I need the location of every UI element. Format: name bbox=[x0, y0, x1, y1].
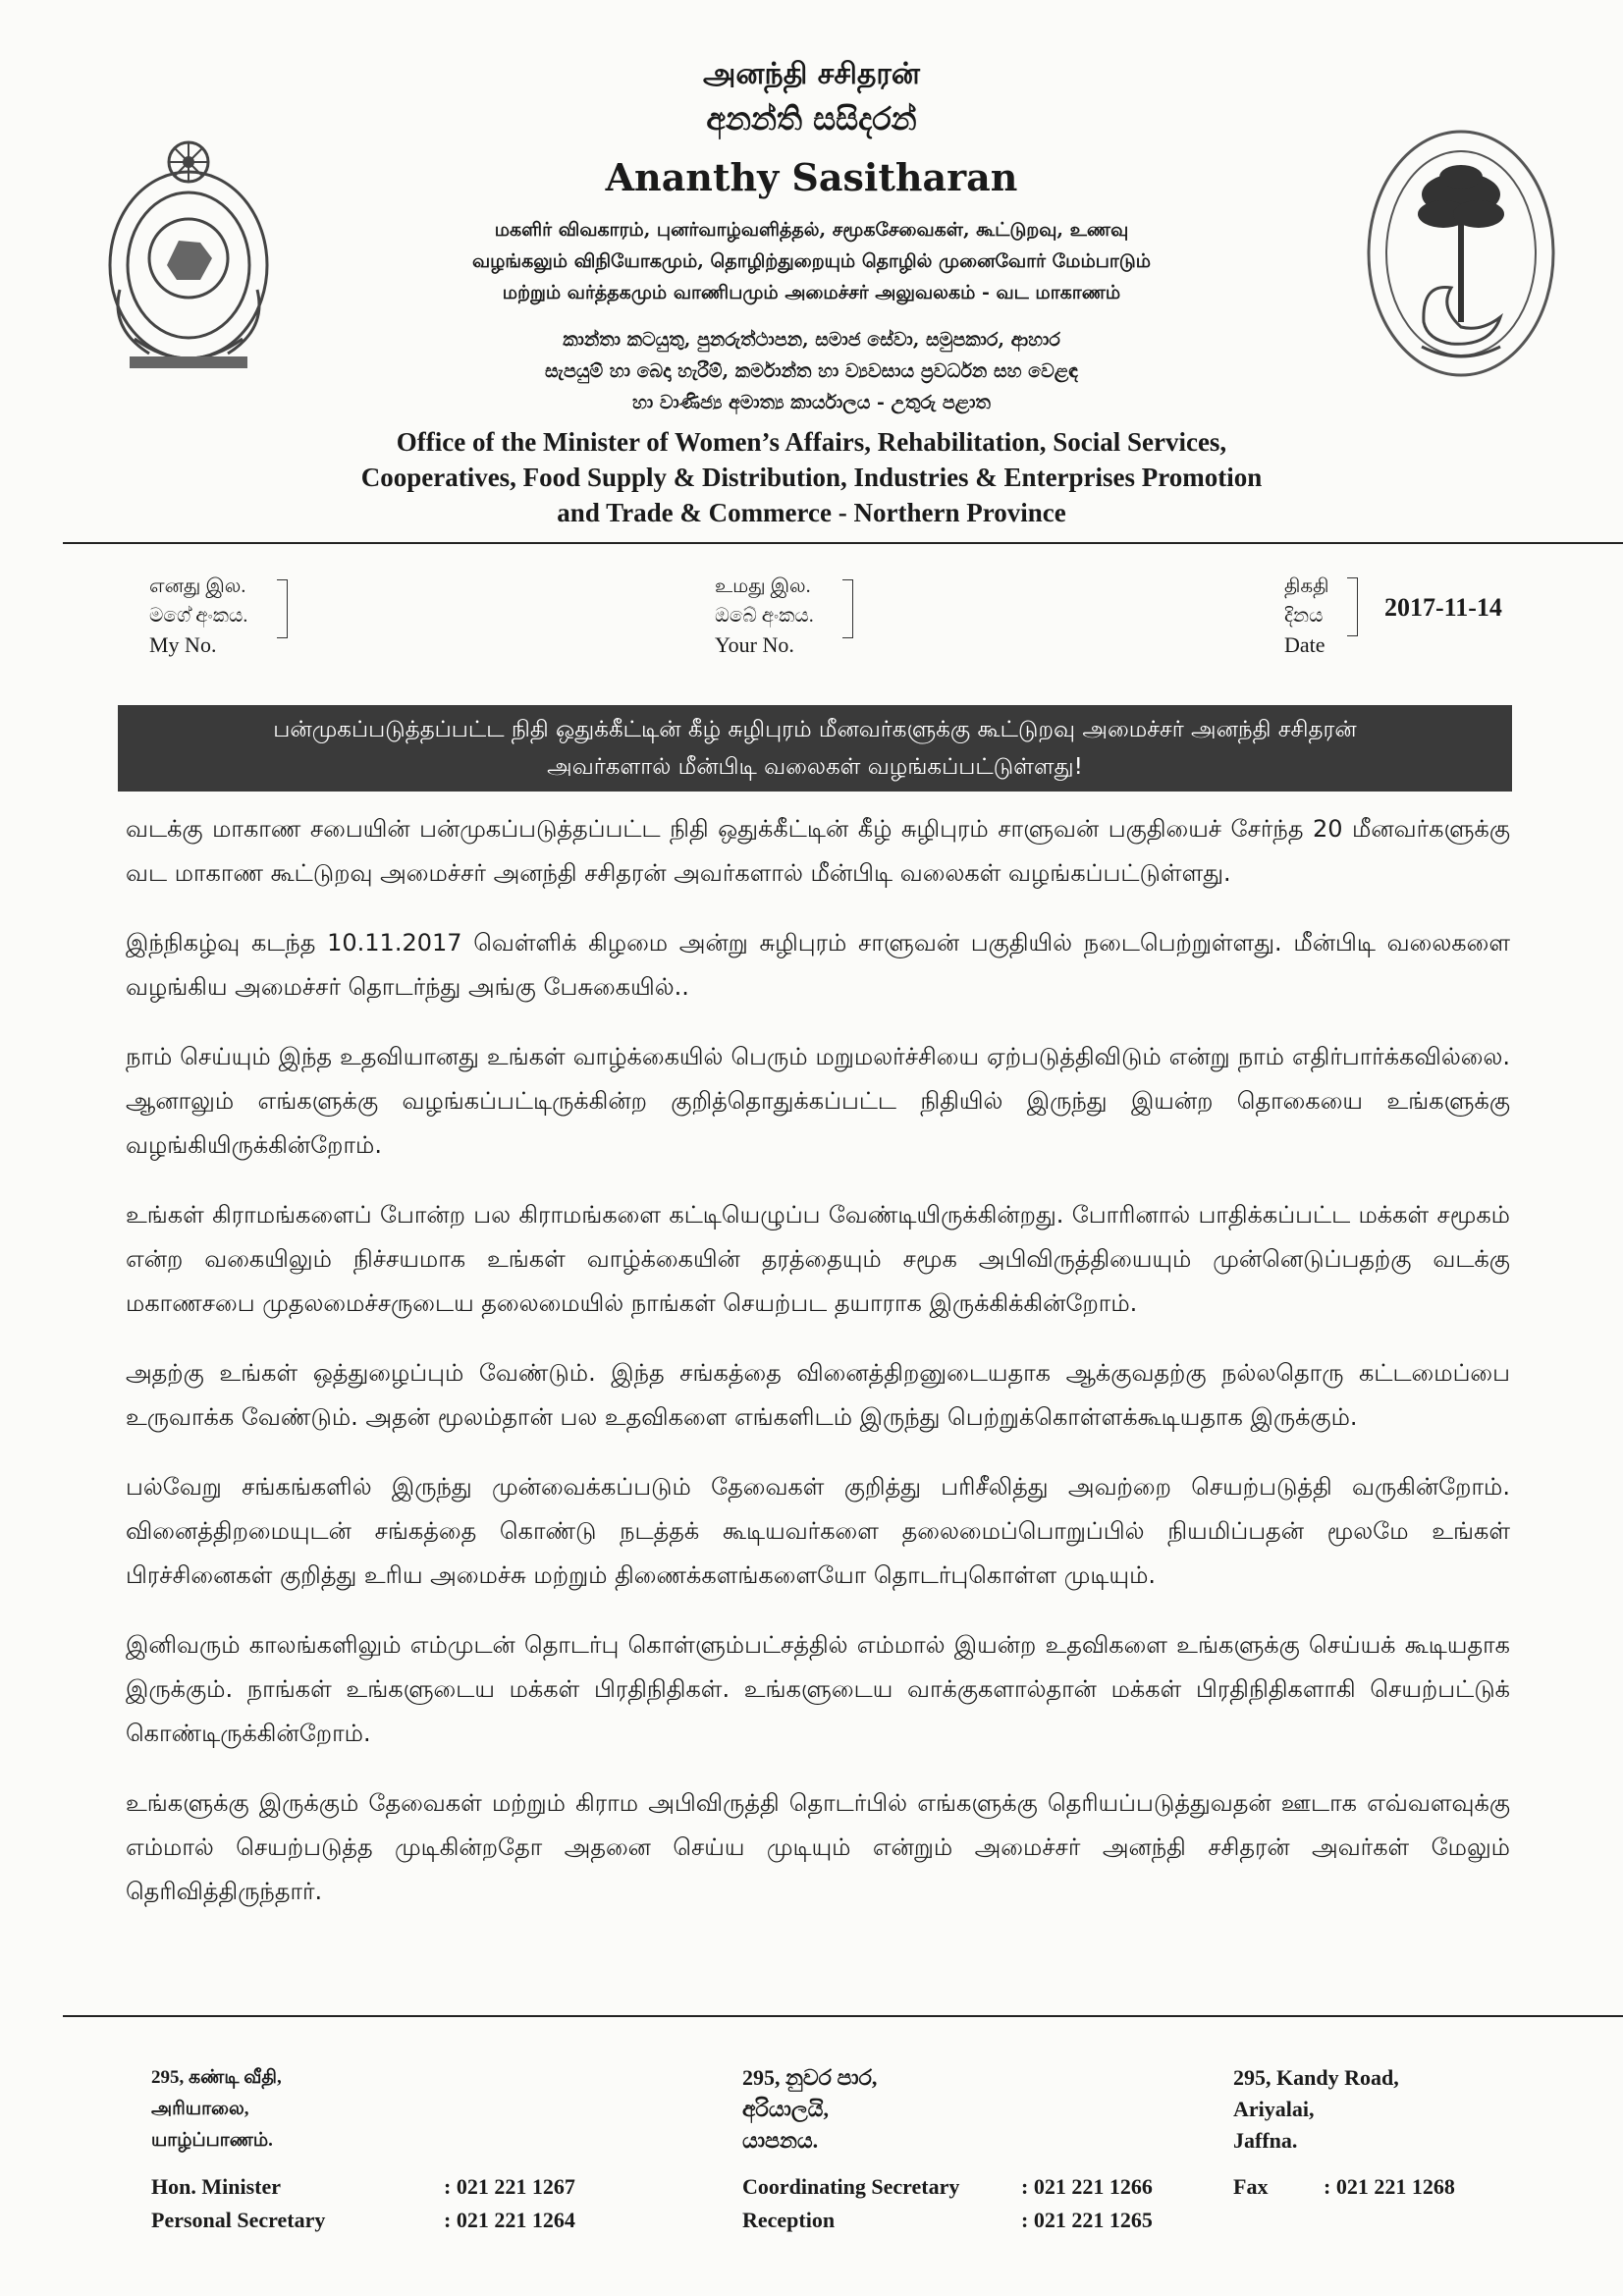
headline-line-2: அவர்களால் மீன்பிடி வலைகள் வழங்கப்பட்டுள்ளது! bbox=[547, 754, 1083, 780]
paragraph: இந்நிகழ்வு கடந்த 10.11.2017 வெள்ளிக் கிழமை அன்று சுழிபுரம் சாளுவன் பகுதியில் நடைபெற்றுள்ளது. மீன்பிடி வலைகளை வழங்கிய அமைச்சர் தொடர்ந்து அங்கு பேசுகையில்.. bbox=[126, 929, 1510, 1001]
paragraph: உங்களுக்கு இருக்கும் தேவைகள் மற்றும் கிராம அபிவிருத்தி தொடர்பில் எங்களுக்கு தெரியப்படுத்துவதன் ஊடாக எவ்வளவுக்கு எம்மால் செயற்படுத்த முடிகின்றதோ அதனை செய்ய முடியும் என்றும் அமைச்சர் அனந்தி சசிதரன் அவர்கள் மேலும் தெரிவித்திருந்தார். bbox=[126, 1789, 1511, 1905]
paragraph: உங்கள் கிராமங்களைப் போன்ற பல கிராமங்களை கட்டியெழுப்ப வேண்டியிருக்கின்றது. போரினால் பாதிக்கப்பட்ட மக்கள் சமூகம் என்ற வகையிலும் நிச்சயமாக உங்கள் வாழ்க்கையின் தரத்தையும் சமூக அபிவிருத்தியையும் முன்னெடுப்பதற்கு வடக்கு மகாணசபை முதலமைச்சருடைய தலைமையில் நாங்கள் செயற்பட தயாராக இருக்கிக்கின்றோம். bbox=[126, 1201, 1510, 1317]
office-title-tamil: மகளிர் விவகாரம், புனர்வாழ்வளித்தல், சமூகசேவைகள், கூட்டுறவு, உணவு வழங்கலும் விநியோகமும், தொழிற்துறையும் தொழில் முனைவோர் மேம்பாடும் மற்றும் வர்த்தகமும் வாணிபமும் அமைச்சர் அலுவலகம் - வட மாகாணம் bbox=[471, 219, 1152, 303]
fax-phone: : 021 221 1268 bbox=[1324, 2174, 1455, 2199]
personal-secretary-label: Personal Secretary bbox=[151, 2208, 326, 2232]
your-no-bracket bbox=[842, 579, 853, 638]
fax-label: Fax bbox=[1233, 2174, 1269, 2199]
article-body bbox=[126, 807, 1510, 1940]
my-no-bracket bbox=[277, 579, 288, 638]
personal-secretary-phone: : 021 221 1264 bbox=[444, 2208, 575, 2232]
footer-address-sinhala: 295, නුවර පාර, අරියාලයි, යාපනය. bbox=[742, 2065, 878, 2153]
your-no-label: உமது இல. ඔබේ අංකය. Your No. bbox=[715, 575, 814, 657]
date-bracket bbox=[1347, 577, 1358, 636]
paragraph: இனிவரும் காலங்களிலும் எம்முடன் தொடர்பு கொள்ளும்பட்சத்தில் எம்மால் இயன்ற உதவிகளை உங்களுக்கு செய்யக் கூடியதாக இருக்கும். நாங்கள் உங்களுடைய மக்கள் பிரதிநிதிகள். உங்களுடைய வாக்குகளால்தான் மக்கள் பிரதிநிதிகளாகி செயற்பட்டுக் கொண்டிருக்கின்றோம். bbox=[126, 1631, 1510, 1747]
header-divider bbox=[63, 542, 1623, 544]
date-label: திகதி දිනය Date bbox=[1284, 575, 1329, 657]
coordinating-secretary-label: Coordinating Secretary bbox=[742, 2174, 960, 2199]
paragraph: வடக்கு மாகாண சபையின் பன்முகப்படுத்தப்பட்ட நிதி ஒதுக்கீட்டின் கீழ் சுழிபுரம் சாளுவன் பகுதியைச் சேர்ந்த 20 மீனவர்களுக்கு வட மாகாண கூட்டுறவு அமைச்சர் அனந்தி சசிதரன் அவர்களால் மீன்பிடி வலைகள் வழங்கப்பட்டுள்ளது. bbox=[126, 815, 1510, 887]
footer-divider bbox=[63, 2015, 1623, 2017]
office-title-english: Office of the Minister of Women’s Affairs, Rehabilitation, Social Services, Cooperatives, Food Supply & Distribution, Industries & Enterprises Promotion and Trade & Commerce - Northern Province bbox=[360, 427, 1263, 527]
hon-minister-label: Hon. Minister bbox=[151, 2174, 281, 2199]
coordinating-secretary-phone: : 021 221 1266 bbox=[1021, 2174, 1153, 2199]
paragraph: அதற்கு உங்கள் ஒத்துழைப்பும் வேண்டும். இந்த சங்கத்தை வினைத்திறனுடையதாக ஆக்குவதற்கு நல்லதொரு கட்டமைப்பை உருவாக்க வேண்டும். அதன் மூலம்தான் பல உதவிகளை எங்களிடம் இருந்து பெற்றுக்கொள்ளக்கூடியதாக இருக்கும். bbox=[126, 1359, 1510, 1431]
paragraph: நாம் செய்யும் இந்த உதவியானது உங்கள் வாழ்க்கையில் பெரும் மறுமலர்ச்சியை ஏற்படுத்திவிடும் என்று நாம் எதிர்பார்க்கவில்லை. ஆனாலும் எங்களுக்கு வழங்கப்பட்டிருக்கின்ற குறித்தொதுக்கப்பட்ட நிதியில் இருந்து இயன்ற தொகையை உங்களுக்கு வழங்கியிருக்கின்றோம். bbox=[126, 1043, 1510, 1159]
office-title-sinhala: කාන්තා කටයුතු, පුනරුත්ථාපන, සමාජ සේවා, සමුපකාර, ආහාර සැපයුම් හා බෙදා හැරීම්, කර්මාන්ත හා ව්‍යවසාය ප්‍රවර්ධන සහ වෙළඳ හා වාණිජ්‍ය අමාත්‍ය කාර්යාලය - උතුරු පළාත bbox=[545, 329, 1078, 413]
minister-name-sinhala: අනන්ති සසිදරන් bbox=[706, 100, 917, 137]
headline-line-1: பன்முகப்படுத்தப்பட்ட நிதி ஒதுக்கீட்டின் கீழ் சுழிபுரம் மீனவர்களுக்கு கூட்டுறவு அமைச்சர் அனந்தி சசிதரன் bbox=[273, 717, 1357, 742]
letter-date: 2017-11-14 bbox=[1384, 593, 1502, 622]
hon-minister-phone: : 021 221 1267 bbox=[444, 2174, 575, 2199]
footer-address-tamil: 295, கண்டி வீதி, அரியாலை, யாழ்ப்பாணம். bbox=[151, 2067, 282, 2151]
paragraph: பல்வேறு சங்கங்களில் இருந்து முன்வைக்கப்படும் தேவைகள் குறித்து பரிசீலித்து அவற்றை செயற்படுத்தி வருகின்றோம். வினைத்திறமையுடன் சங்கத்தை கொண்டு நடத்தக் கூடியவர்களை தலைமைப்பொறுப்பில் நியமிப்பதன் மூலமே உங்கள் பிரச்சினைகள் குறித்து உரிய அமைச்சு மற்றும் திணைக்களங்களையோ தொடர்புகொள்ள முடியும். bbox=[126, 1473, 1510, 1589]
minister-name-english: Ananthy Sasitharan bbox=[605, 155, 1018, 199]
minister-name-tamil: அனந்தி சசிதரன் bbox=[703, 57, 920, 91]
footer-address-english: 295, Kandy Road, Ariyalai, Jaffna. bbox=[1233, 2065, 1399, 2153]
reception-label: Reception bbox=[742, 2208, 836, 2232]
headline-banner bbox=[118, 705, 1512, 792]
my-no-label: எனது இல. මගේ අංකය. My No. bbox=[149, 575, 248, 657]
reception-phone: : 021 221 1265 bbox=[1021, 2208, 1153, 2232]
